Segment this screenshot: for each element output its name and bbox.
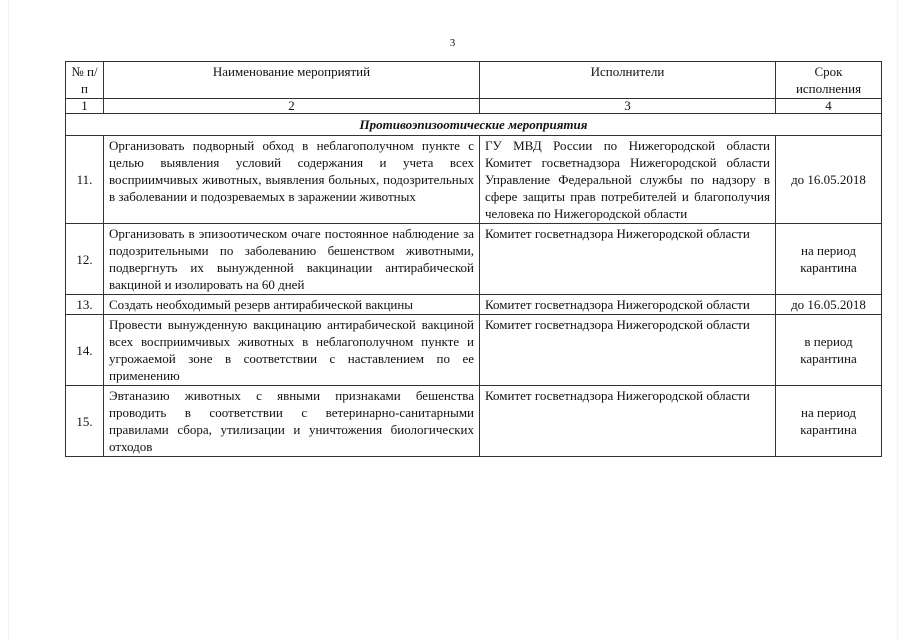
header-deadline: Срок исполнения (776, 62, 882, 99)
column-index: 2 (104, 99, 480, 114)
section-row (66, 114, 882, 136)
table-row (66, 315, 882, 386)
table-row (66, 224, 882, 295)
column-index-row (66, 99, 882, 114)
deadline-cell: до 16.05.2018 (776, 136, 882, 224)
column-index: 4 (776, 99, 882, 114)
header-num: № п/п (66, 62, 104, 99)
page-number: 3 (449, 37, 456, 49)
row-number: 11. (66, 136, 104, 224)
measure-name: Организовать подворный обход в неблагополучном пункте с целью выявления условий содержания и учета всех восприимчивых животных, выявления больных, подозрительных в заболевании и подозреваемых в заражении животных (104, 136, 480, 224)
measure-name: Организовать в эпизоотическом очаге постоянное наблюдение за подозрительными по заболеванию бешенством животными, подвергнуть их вынужденной вакцинации антирабической вакциной и изолировать на 60 дней (104, 224, 480, 295)
deadline-cell: в период карантина (776, 315, 882, 386)
measure-name: Создать необходимый резерв антирабической вакцины (104, 295, 480, 315)
column-index: 3 (480, 99, 776, 114)
deadline-cell: до 16.05.2018 (776, 295, 882, 315)
executors-cell: Комитет госветнадзора Нижегородской области (480, 295, 776, 315)
row-number: 14. (66, 315, 104, 386)
row-number: 13. (66, 295, 104, 315)
deadline-cell: на период карантина (776, 224, 882, 295)
column-index: 1 (66, 99, 104, 114)
executors-cell: Комитет госветнадзора Нижегородской области (480, 224, 776, 295)
measure-name: Провести вынужденную вакцинацию антирабической вакциной всех восприимчивых животных в неблагополучном пункте и угрожаемой зоне в соответствии с наставлением по ее применению (104, 315, 480, 386)
row-number: 12. (66, 224, 104, 295)
table-row (66, 386, 882, 457)
deadline-cell: на период карантина (776, 386, 882, 457)
section-title: Противоэпизоотические мероприятия (66, 114, 882, 136)
table-row (66, 136, 882, 224)
header-name: Наименование мероприятий (104, 62, 480, 99)
scan-edge-left (8, 0, 9, 640)
executors-cell: Комитет госветнадзора Нижегородской области (480, 386, 776, 457)
executors-cell: Комитет госветнадзора Нижегородской области (480, 315, 776, 386)
executors-cell: ГУ МВД России по Нижегородской области Комитет госветнадзора Нижегородской области Управление Федеральной службы по надзору в сфере защиты прав потребителей и благополучия человека по Нижегородской области (480, 136, 776, 224)
row-number: 15. (66, 386, 104, 457)
header-executors: Исполнители (480, 62, 776, 99)
header-row (66, 62, 882, 99)
measures-table (65, 61, 882, 457)
scan-edge-right (897, 0, 898, 640)
measure-name: Эвтаназию животных с явными признаками бешенства проводить в соответствии с ветеринарно-санитарными правилами сбора, утилизации и уничтожения биологических отходов (104, 386, 480, 457)
table-row (66, 295, 882, 315)
